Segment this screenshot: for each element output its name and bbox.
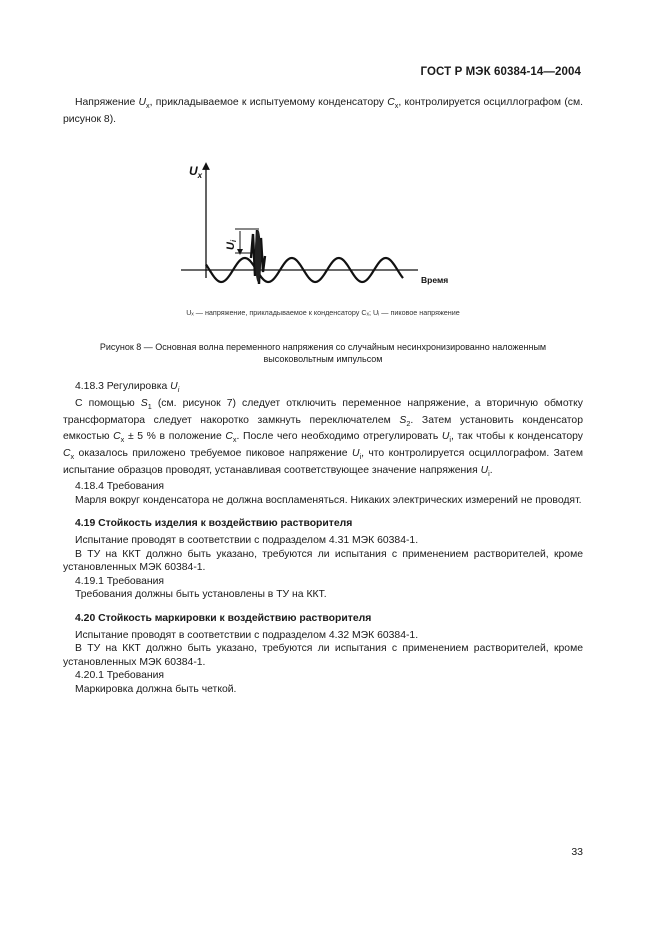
peak-voltage-label: Ui: [225, 240, 238, 251]
section-4-20-1-heading: 4.20.1 Требования: [75, 670, 165, 682]
intro-paragraph: Напряжение $U_x$, прикладываемое к испытуемому конденсатору $C_x$, контролируется осциллографом (см. рисунок 8).: [63, 97, 584, 125]
x-axis-label: Время: [421, 275, 449, 286]
section-4-19-text-1: Испытание проводят в соответствии с подразделом 4.31 МЭК 60384-1.: [75, 535, 419, 547]
section-4-20-1-text: Маркировка должна быть четкой.: [75, 684, 237, 696]
document-code-header: ГОСТ Р МЭК 60384-14—2004: [420, 66, 581, 78]
section-4-19-heading: 4.19 Стойкость изделия к воздействию растворителя: [75, 518, 353, 530]
section-4-18-4-text: Марля вокруг конденсатора не должна воспламеняться. Никаких электрических измерений не проводят.: [75, 494, 582, 506]
section-4-20-heading: 4.20 Стойкость маркировки к воздействию растворителя: [75, 613, 372, 625]
impulse-burst: [255, 230, 261, 282]
figure-caption: Рисунок 8 — Основная волна переменного напряжения со случайным несинхронизированно наложенным высоковольтным импульсом: [99, 342, 547, 364]
section-4-20-text-2: В ТУ на ККТ должно быть указано, требуются ли испытания с применением растворителей, кроме установленных МЭК 60384-1.: [63, 643, 583, 668]
figure-8: [63, 126, 583, 341]
section-4-19-text-2: В ТУ на ККТ должно быть указано, требуются ли испытания с применением растворителей, кроме установленных МЭК 60384-1.: [63, 548, 583, 574]
section-4-18-3-heading: 4.18.3 Регулировка $U_i$: [75, 381, 180, 395]
section-4-18-3-text: С помощью $S_1$ (см. рисунок 7) следует отключить переменное напряжение, а вторичную обмотку трансформатора следует накоротко замкнуть переключателем $S_2$. Затем установить конденсатор емкостью $C_x \pm 5$ % в положение $C_x$. После чего необходимо отрегулировать $U_i$, так чтобы к конденсатору $C_x$ оказалось приложено требуемое пиковое напряжение $U_i$, что контролируется осциллографом. Затем испытание образцов проводят, устанавливая соответствующее значение напряжения $U_i$.: [63, 397, 583, 478]
section-4-19-1-heading: 4.19.1 Требования: [75, 575, 165, 587]
section-4-18-4-heading: 4.18.4 Требования: [75, 481, 165, 493]
page-content: [63, 96, 583, 697]
y-axis-label: $U_x$: [189, 164, 203, 181]
waveform-diagram: [63, 126, 583, 306]
section-4-19-1-text: Требования должны быть установлены в ТУ на ККТ.: [75, 589, 327, 601]
section-4-20-text-1: Испытание проводят в соответствии с подразделом 4.32 МЭК 60384-1.: [75, 629, 419, 641]
figure-legend: Uₓ — напряжение, прикладываемое к конденсатору Cₓ; Uᵢ — пиковое напряжение: [186, 308, 460, 318]
page-number: 33: [571, 846, 583, 858]
